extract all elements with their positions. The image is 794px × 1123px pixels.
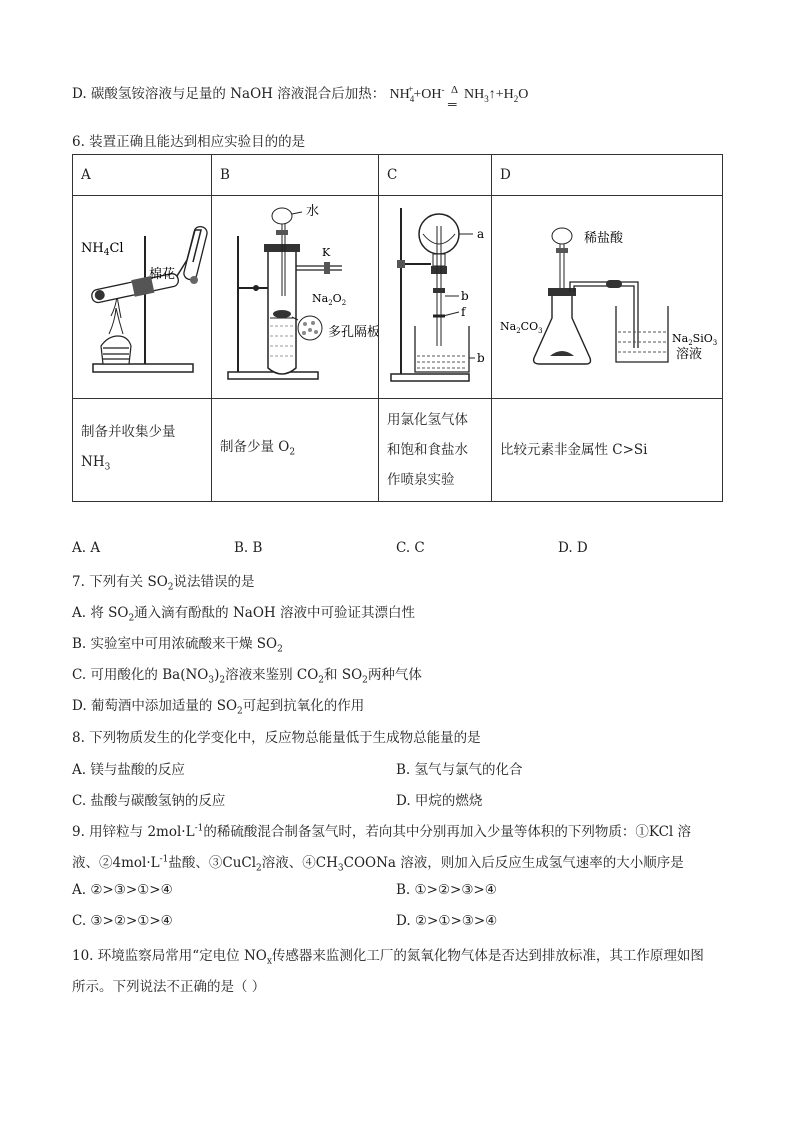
q7-option-c[interactable]: C. 可用酸化的 $Ba(NO_3)_2$溶液来鉴别 $CO_2$和 $SO_2$两种气体 <box>72 667 422 686</box>
q9-option-c[interactable]: C. ③>②>①>④ <box>72 913 173 929</box>
header-b: B <box>212 155 379 196</box>
q7-option-a[interactable]: A. 将 $SO_2$通入滴有酚酞的 NaOH 溶液中可验证其漂白性 <box>72 605 415 624</box>
dilute-hcl-label: 稀盐酸 <box>584 231 624 246</box>
na2co3-label: $Na_2CO_3$ <box>500 320 543 335</box>
q6-table <box>72 154 723 502</box>
label-a: a <box>477 227 485 241</box>
desc-c: 用氯化氢气体 和饱和食盐水 作喷泉实验 <box>379 399 492 502</box>
q8-option-a[interactable]: A. 镁与盐酸的反应 <box>72 762 185 778</box>
desc-a: 制备并收集少量 $NH_3$ <box>73 399 212 502</box>
q8-option-b[interactable]: B. 氢气与氯气的化合 <box>396 762 523 778</box>
q6-option-a[interactable]: A. A <box>72 540 101 556</box>
na2o2-label: $Na_2O_2$ <box>312 292 347 307</box>
apparatus-d-cell <box>492 196 723 399</box>
cotton-label: 棉花 <box>149 267 176 282</box>
apparatus-b-diagram <box>212 196 378 394</box>
q6-option-d[interactable]: D. D <box>558 540 588 556</box>
header-a: A <box>73 155 212 196</box>
nh4cl-label: $NH_4Cl$ <box>81 241 124 258</box>
water-label: 水 <box>306 204 320 219</box>
desc-b: 制备少量 $O_2$ <box>212 399 379 502</box>
q8-option-c[interactable]: C. 盐酸与碳酸氢钠的反应 <box>72 793 226 809</box>
q9-stem-line2: 液、$②4mol\cdot L^{-1}$盐酸、③CuCl$_2$溶液、$④CH_3COONa$ 溶液，则加入后反应生成氢气速率的大小顺序是 <box>72 854 684 874</box>
porous-plate-label: 多孔隔板 <box>328 325 378 340</box>
q9-option-d[interactable]: D. ②>①>③>④ <box>396 913 498 929</box>
q7-option-d[interactable]: D. 葡萄酒中添加适量的 $SO_2$可起到抗氧化的作用 <box>72 698 365 717</box>
k-label: K <box>322 246 331 259</box>
q8-option-d[interactable]: D. 甲烷的燃烧 <box>396 793 483 809</box>
label-b-lower: b <box>477 351 485 365</box>
apparatus-b-cell <box>212 196 379 399</box>
q9-option-b[interactable]: B. ①>②>③>④ <box>396 882 497 898</box>
q7-stem: 7. 下列有关 $SO_2$说法错误的是 <box>72 574 255 593</box>
q7-option-b[interactable]: B. 实验室中可用浓硫酸来干燥 $SO_2$ <box>72 636 283 655</box>
apparatus-c-diagram <box>379 196 491 394</box>
q10-stem-line2: 所示。下列说法不正确的是（ ） <box>72 979 266 995</box>
q6-option-c[interactable]: C. C <box>396 540 425 556</box>
q9-stem-line1: 9. 用锌粒与 $2mol\cdot L^{-1}$的稀硫酸混合制备氢气时，若向其中分别再加入少量等体积的下列物质：①KCl 溶 <box>72 823 692 840</box>
q6-stem: 6. 装置正确且能达到相应实验目的的是 <box>72 134 306 150</box>
label-b-upper: b <box>461 289 469 303</box>
apparatus-a-diagram <box>73 196 211 394</box>
apparatus-d-diagram <box>492 196 722 394</box>
apparatus-c-cell <box>379 196 492 399</box>
ionic-equation: $NH_4^++OH^-$ Δ ═ $NH_3↑+H_2O$ <box>389 84 529 111</box>
na2sio3-label: $Na_2SiO_3$ <box>672 332 718 347</box>
q8-stem: 8. 下列物质发生的化学变化中，反应物总能量低于生成物总能量的是 <box>72 730 481 746</box>
desc-d: 比较元素非金属性 C>Si <box>492 399 723 502</box>
q6-option-b[interactable]: B. B <box>234 540 263 556</box>
q9-option-a[interactable]: A. ②>③>①>④ <box>72 882 173 898</box>
apparatus-a-cell <box>73 196 212 399</box>
q10-stem-line1: 10. 环境监察局常用“定电位 $NO_x$传感器来监测化工厂的氮氧化物气体是否达到排放标准，其工作原理如图 <box>72 948 704 967</box>
solution-label: 溶液 <box>676 347 703 362</box>
q5-option-d <box>72 82 529 111</box>
q5-option-d-text: D. 碳酸氢铵溶液与足量的 NaOH 溶液混合后加热： <box>72 86 386 102</box>
header-c: C <box>379 155 492 196</box>
label-f: f <box>461 305 466 319</box>
header-d: D <box>492 155 723 196</box>
